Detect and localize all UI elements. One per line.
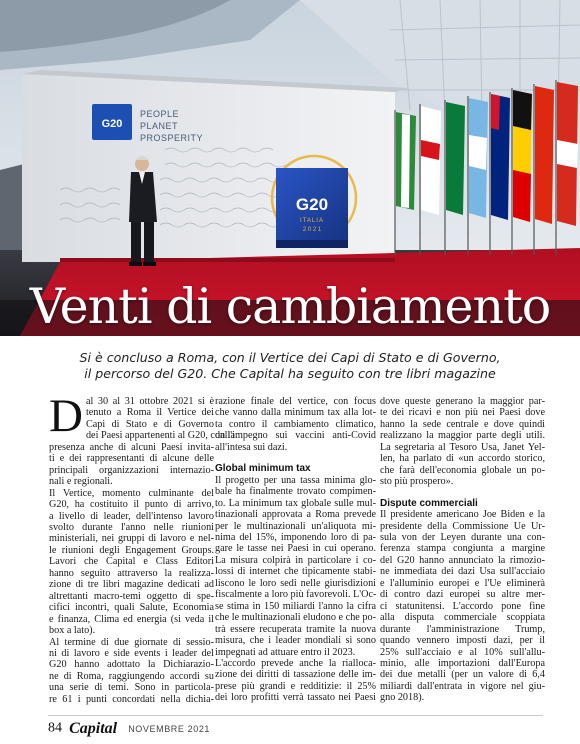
text-line: hanno seguito attraverso la realizza- — [49, 567, 214, 579]
text-line: cifici incontri, quali Salute, Economia — [49, 602, 214, 614]
text-line: a livello di leader, dell'intenso lavoro — [49, 510, 214, 522]
paragraph — [380, 396, 545, 488]
magazine-brand: Capital — [69, 719, 118, 737]
text-line: len, ha parlato di «un accordo storico, — [380, 453, 545, 465]
subtitle-line: Si è concluso a Roma, con il Vertice dei Capi di Stato e di Governo, — [79, 350, 501, 365]
intro-paragraph — [49, 390, 236, 488]
paragraph — [49, 488, 214, 637]
text-line: ne immediata dei dazi Usa sull'acciaio — [380, 566, 545, 578]
text-line: che farà dell'economia globale un po- — [380, 464, 545, 476]
text-line: La misura colpirà in particolare i co- — [215, 554, 376, 566]
text-line: e finanza, Clima ed energia (si veda il — [49, 613, 214, 625]
paragraph — [215, 396, 376, 453]
text-line: zione di tre libri magazine dedicati ad — [49, 579, 214, 591]
text-line: G20 hanno adottato la Dichiarazio- — [49, 659, 214, 671]
text-line: e l'alluminio europei e l'Ue eliminerà — [380, 577, 545, 589]
text-line: ta contro il cambiamento climatico, — [215, 418, 376, 430]
text-line: dei Paesi appartenenti al G20, con la — [85, 430, 236, 442]
text-line: tinazionali approvata a Roma prevede — [215, 509, 376, 521]
text-line: misura, che i leader mondiali si sono — [215, 635, 376, 647]
article-subtitle — [40, 350, 540, 382]
body-column-3 — [380, 396, 545, 704]
text-line: trà essere recuperata tramite la nuova — [215, 623, 376, 635]
paragraph — [215, 475, 376, 658]
article-headline: Venti di cambiamento — [29, 278, 551, 335]
text-line: gare le tasse nei Paesi in cui operano. — [215, 543, 376, 555]
podium-line-italia: ITALIA — [300, 218, 324, 224]
paragraph — [380, 509, 545, 704]
text-line: nali e regionali. — [49, 476, 113, 488]
text-line: lossi di internet che tipicamente stabi- — [215, 566, 376, 578]
text-line: che le multinazionali eludono e che po- — [215, 612, 376, 624]
text-line: Lavori che Capital e Class Editori — [49, 556, 214, 568]
body-column-1 — [49, 390, 236, 705]
page-number: 84 — [48, 720, 62, 736]
text-line: Il Vertice, momento culminante del — [49, 487, 214, 499]
text-line: L'accordo prevede anche la rialloca- — [215, 658, 376, 670]
text-line: ni di lavoro e side events i leader del — [49, 647, 214, 659]
text-line: se stima in 150 miliardi l'anno la cifra — [215, 600, 376, 612]
text-line: G20, ha costituito il punto di arrivo, — [49, 499, 214, 511]
text-line: box a lato). — [49, 625, 96, 637]
text-line: realizzano la maggior parte degli utili. — [380, 430, 545, 442]
text-line: liscono le loro sedi nelle giurisdizioni — [215, 577, 376, 589]
banner-line-prosperity: PROSPERITY — [140, 133, 204, 143]
text-line: tenuto a Roma il Vertice dei — [85, 407, 214, 419]
text-line: minio, alle importazioni dall'Europa — [380, 658, 545, 670]
text-line: re 61 i punti concordati nella dichia- — [49, 693, 214, 705]
section-heading-trade-disputes: Dispute commerciali — [380, 497, 478, 509]
text-line: che vanno dalla minimum tax alla lot- — [215, 407, 376, 419]
text-line: hanno la sede centrale e dove quindi — [380, 418, 545, 430]
text-line: prese più grandi e redditizie: il 25% — [215, 680, 376, 692]
podium-logo: G20 — [295, 195, 329, 214]
text-line: 25% sull'acciaio e al 10% sull'allu- — [380, 646, 545, 658]
text-line: Il presidente americano Joe Biden e la — [380, 509, 545, 521]
text-line: all'intesa sui dazi. — [215, 441, 288, 453]
text-line: ne di Roma, raggiungendo accordi su — [49, 670, 214, 682]
text-line: altrettanti macro-temi oggetto di spe- — [49, 590, 214, 602]
text-line: ferenza stampa congiunta a margine — [380, 543, 545, 555]
subtitle-line: il percorso del G20. Che Capital ha seguito con tre libri magazine — [84, 366, 496, 381]
text-line: Al termine di due giornate di sessio- — [49, 636, 214, 648]
hero-photo — [0, 0, 580, 336]
text-line: La segretaria al Tesoro Usa, Janet Yel- — [380, 441, 545, 453]
text-line: fiscalmente a loro più favorevoli. L'Oc- — [215, 589, 377, 601]
text-line: miliardi dall'entrata in vigore nel giu- — [380, 680, 545, 692]
text-line: gno 2018). — [380, 692, 425, 704]
text-line: di contro dazi europei su altre mer- — [380, 589, 545, 601]
footer-divider — [48, 715, 543, 716]
banner-line-planet: PLANET — [140, 121, 179, 131]
text-line: sula von der Leyen durante una con- — [380, 532, 545, 544]
text-line: ci statunitensi. L'accordo pone fine — [380, 600, 545, 612]
text-line: to. La minimum tax globale sulle mul- — [215, 497, 376, 509]
text-line: sto più prospero». — [380, 476, 454, 488]
text-line: ministeriali, nei gruppi di lavoro e nel- — [49, 533, 214, 545]
text-line: dall'impegno sui vaccini anti-Covid — [215, 430, 376, 442]
text-line: zione dei diritti di tassazione delle im- — [215, 669, 376, 681]
g20-banner-logo-text: G20 — [101, 118, 123, 130]
text-line: razione finale del vertice, con focus — [215, 396, 376, 407]
podium-line-year: 2 0 2 1 — [302, 227, 322, 233]
text-line: impegnati ad attuare entro il 2023. — [215, 646, 356, 658]
text-line: del G20 hanno annunciato la rimozio- — [380, 554, 545, 566]
text-line: svolto durante l'anno nelle riunioni — [49, 521, 214, 533]
text-line: per le multinazionali un'aliquota mi- — [215, 520, 376, 532]
text-line: presidente della Commissione Ue Ur- — [380, 520, 545, 532]
text-line: Capi di Stato e di Governo — [85, 418, 214, 430]
paragraph — [215, 658, 376, 704]
text-line: Il progetto per una tassa minima glo- — [215, 474, 376, 486]
issue-date: NOVEMBRE 2021 — [128, 723, 211, 734]
text-line: principali organizzazioni internazio- — [49, 464, 214, 476]
text-line: te dei ricavi e non più nei Paesi dove — [380, 407, 545, 419]
text-line: dei loro profitti verrà tassato nei Paesi — [215, 692, 376, 704]
text-line: quando vennero imposti dazi, per il — [380, 635, 545, 647]
banner-line-people: PEOPLE — [140, 109, 180, 119]
section-heading-minimum-tax: Global minimum tax — [215, 463, 311, 475]
text-line: al 30 al 31 ottobre 2021 si è — [85, 396, 214, 407]
text-line: una serie di temi. Sono in particola- — [49, 682, 214, 694]
text-line: le riunioni degli Engagement Groups. — [49, 544, 214, 556]
text-line: dove queste generano la maggior par- — [380, 396, 545, 407]
drop-cap: D — [49, 390, 83, 442]
paragraph — [49, 637, 214, 706]
text-line: nima del 15%, imponendo loro di pa- — [215, 532, 376, 544]
body-column-2 — [215, 396, 376, 704]
text-line: bale ha finalmente trovato compimen- — [215, 486, 376, 498]
text-line: ti e dei rappresentanti di alcune delle — [49, 453, 214, 465]
text-line: presenza anche di alcuni Paesi invita- — [49, 441, 214, 453]
text-line: alla disputa commerciale scoppiata — [380, 612, 545, 624]
page-footer — [48, 718, 210, 740]
text-line: durante l'amministrazione Trump, — [380, 623, 545, 635]
text-line: dei due metalli (per un valore di 6,4 — [380, 669, 545, 681]
